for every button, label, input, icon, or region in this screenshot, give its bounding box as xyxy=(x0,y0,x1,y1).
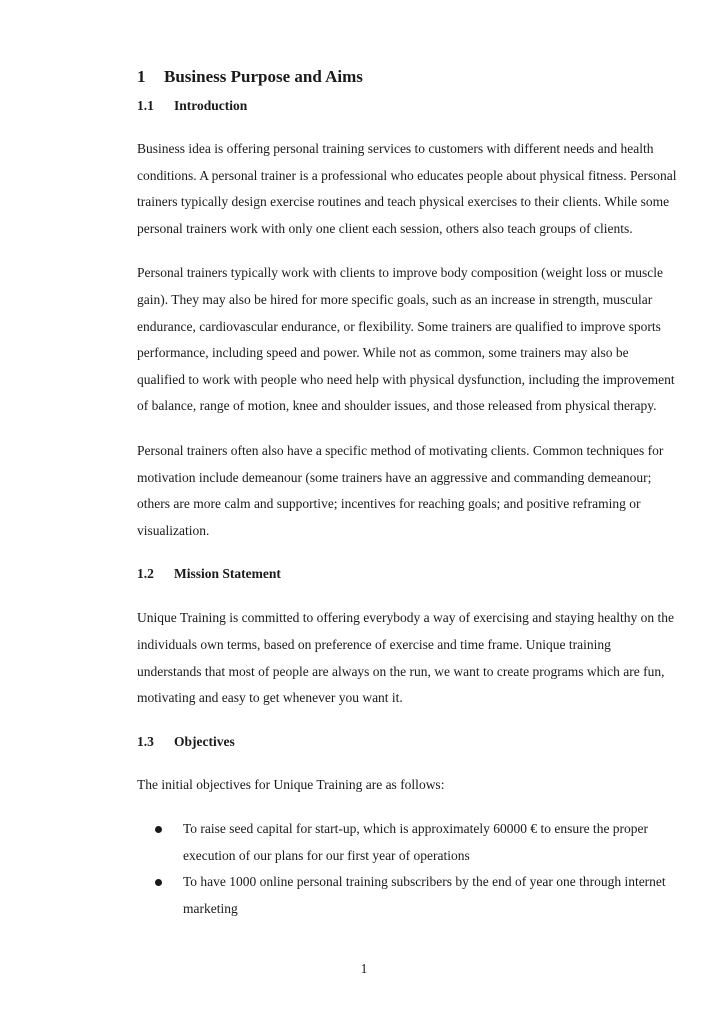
mission-heading xyxy=(137,564,677,584)
introduction-number: 1.1 xyxy=(137,98,154,113)
list-item-text: To have 1000 online personal training subscribers by the end of year one through internet marketing xyxy=(183,874,666,917)
objectives-number: 1.3 xyxy=(137,733,154,749)
introduction-paragraph-3: Personal trainers often also have a specific method of motivating clients. Common techniques for motivation include demeanour (some trainers have an aggressive and commanding demeanour; others are more calm and supportive; incentives for reaching goals; and positive reframing or visualization. xyxy=(137,442,664,538)
list-item xyxy=(137,816,677,869)
introduction-paragraph-1: Business idea is offering personal training services to customers with different needs and health conditions. A personal trainer is a professional who educates people about physical fitness. Personal trainers typically design exercise routines and teach physical exercises to their clients. While some personal trainers work with only one client each session, others also teach groups of clients. xyxy=(137,141,677,236)
mission-number: 1.2 xyxy=(137,566,154,582)
section-heading xyxy=(137,66,677,88)
list-item xyxy=(137,869,677,922)
mission-paragraph: Unique Training is committed to offering everybody a way of exercising and staying healthy on the individuals own terms, based on preference of exercise and time frame. Unique training understands that most of people are always on the run, we want to create programs which are fun, motivating and easy to get whenever you want it. xyxy=(137,610,675,706)
section-number: 1 xyxy=(137,67,146,86)
introduction-heading xyxy=(137,96,677,116)
introduction-paragraph-2: Personal trainers typically work with clients to improve body composition (weight loss or muscle gain). They may also be hired for more specific goals, such as an increase in strength, muscular endurance, cardiovascular endurance, or flexibility. Some trainers are qualified to improve sports performance, including speed and power. While not as common, some trainers may also be qualified to work with people who need help with physical dysfunction, including the improvement of balance, range of motion, knee and shoulder issues, and those released from physical therapy. xyxy=(137,265,675,414)
introduction-title: Introduction xyxy=(174,98,248,113)
objectives-intro: The initial objectives for Unique Training are as follows: xyxy=(137,776,445,792)
bullet-icon xyxy=(155,826,162,833)
list-item-text: To raise seed capital for start-up, which is approximately 60000 € to ensure the proper execution of our plans for our first year of operations xyxy=(183,821,649,863)
objectives-heading xyxy=(137,732,677,752)
objectives-title: Objectives xyxy=(174,733,235,749)
page-number: 1 xyxy=(360,961,368,976)
document-page xyxy=(137,66,677,923)
section-title: Business Purpose and Aims xyxy=(164,67,363,86)
objectives-list xyxy=(137,816,677,922)
mission-title: Mission Statement xyxy=(174,566,281,582)
bullet-icon xyxy=(155,879,162,886)
